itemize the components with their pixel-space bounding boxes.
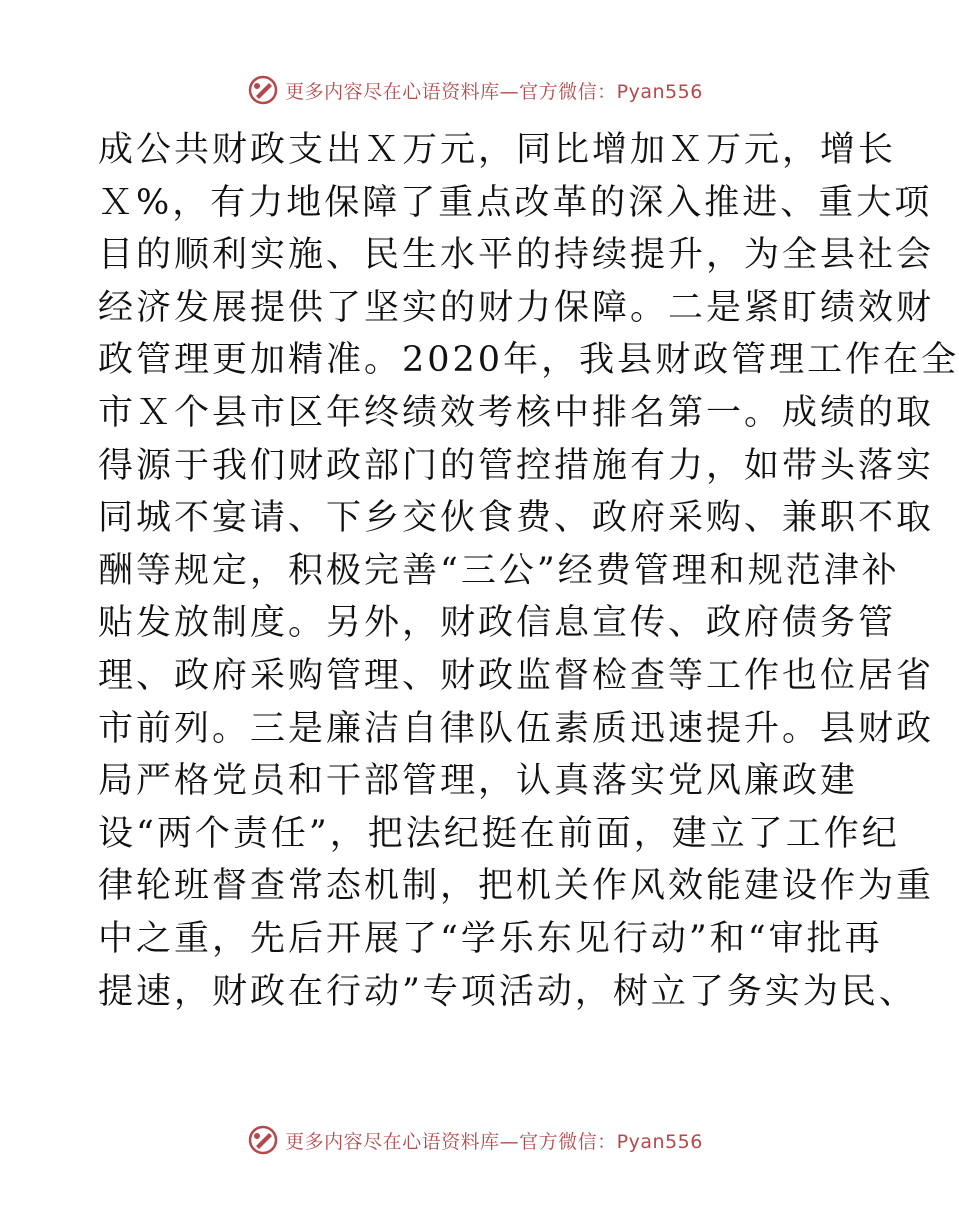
- text-line: Ｘ%，有力地保障了重点改革的深入推进、重大项: [98, 182, 933, 223]
- text-line: 理、政府采购管理、财政监督检查等工作也位居省: [98, 655, 935, 696]
- text-line: 目的顺利实施、民生水平的持续提升，为全县社会: [98, 235, 935, 276]
- text-line: 同城不宴请、下乡交伙食费、政府采购、兼职不取: [98, 498, 935, 539]
- header-watermark: [0, 72, 950, 108]
- text-line: 成公共财政支出Ｘ万元，同比增加Ｘ万元，增长: [98, 130, 897, 170]
- text-line: 中之重，先后开展了“学乐东见行动”和“审批再: [98, 918, 883, 959]
- watermark-text: 更多内容尽在心语资料库—官方微信：Pyan556: [285, 1130, 703, 1153]
- text-line: 律轮班督查常态机制，把机关作风效能建设作为重: [98, 866, 935, 907]
- watermark-text: 更多内容尽在心语资料库—官方微信：Pyan556: [285, 80, 703, 103]
- text-line: 酬等规定，积极完善“三公”经费管理和规范津补: [98, 550, 900, 591]
- watermark-logo-icon: [247, 74, 279, 106]
- text-line: 政管理更加精准。2020年，我县财政管理工作在全: [98, 340, 959, 381]
- watermark-logo-icon: [247, 1124, 279, 1156]
- text-line: 局严格党员和干部管理，认真落实党风廉政建: [98, 761, 859, 802]
- text-line: 得源于我们财政部门的管控措施有力，如带头落实: [98, 445, 935, 486]
- document-body: [98, 124, 959, 1018]
- text-line: 设“两个责任”，把法纪挺在前面，建立了工作纪: [98, 813, 900, 854]
- text-line: 贴发放制度。另外，财政信息宣传、政府债务管: [98, 603, 897, 644]
- footer-watermark: [0, 1122, 950, 1158]
- text-line: 提速，财政在行动”专项活动，树立了务实为民、: [98, 971, 917, 1012]
- text-line: 市Ｘ个县市区年终绩效考核中排名第一。成绩的取: [98, 392, 935, 433]
- text-line: 经济发展提供了坚实的财力保障。二是紧盯绩效财: [98, 287, 935, 328]
- text-line: 市前列。三是廉洁自律队伍素质迅速提升。县财政: [98, 708, 935, 749]
